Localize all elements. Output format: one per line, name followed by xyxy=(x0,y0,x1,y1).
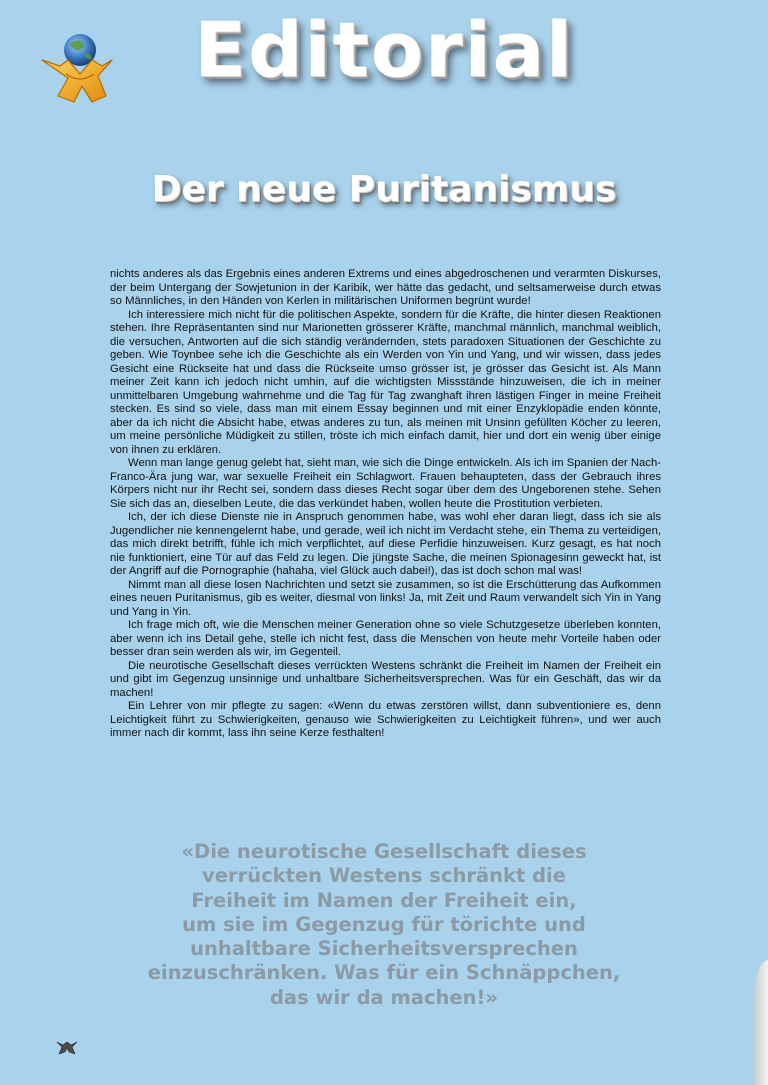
article-paragraph: Ich interessiere mich nicht für die politischen Aspekte, sondern für die Kräfte, die hinter diesen Reaktionen stehen. Ihre Repräsentanten sind nur Marionetten grösserer Kräfte, manchmal männlich, manchmal weiblich, die versuchen, Antworten auf die sich ständig verändernden, stets paradoxen Situationen der Geschichte zu geben. Wie Toynbee sehe ich die Geschichte als ein Werden von Yin und Yang, und wir wissen, dass jedes Gesicht eine Rückseite hat und dass die Rückseite umso grösser ist, je grösser das Gesicht ist. Als Mann meiner Zeit kann ich jedoch nicht umhin, auf die wichtigsten Missstände hinzuweisen, die ich in meiner unmittelbaren Umgebung wahrnehme und die Tag für Tag zwanghaft ihren lästigen Finger in meine Freiheit stecken. Es sind so viele, dass man mit einem Essay beginnen und mit einer Enzyklopädie enden könnte, aber da ich nicht die Absicht habe, etwas anderes zu tun, als meinen mit Unsinn gefüllten Köcher zu leeren, um meine persönliche Müdigkeit zu stillen, tröste ich mich einfach damit, hier und dort ein wenig über einige von ihnen zu erklären. xyxy=(110,308,661,456)
pull-quote-line: um sie im Gegenzug für törichte und xyxy=(182,912,586,936)
article-paragraph: Die neurotische Gesellschaft dieses verrückten Westens schränkt die Freiheit im Namen der Freiheit ein und gibt im Gegenzug unsinnige und unhaltbare Sicherheitsversprechen. Was für ein Geschäft, das wir da machen! xyxy=(110,659,661,699)
pull-quote-line: verrückten Westens schränkt die xyxy=(202,864,566,888)
article-paragraph: nichts anderes als das Ergebnis eines anderen Extrems und eines abgedroschenen und verarmten Diskurses, der beim Untergang der Sowjetunion in der Karibik, wer hätte das gedacht, und seltsamerweise durch etwas so Männliches, in den Händen von Kerlen in militärischen Uniformen begrünt wurde! xyxy=(110,268,661,307)
small-figure-mark-icon xyxy=(56,1038,78,1056)
pull-quote-line: Freiheit im Namen der Freiheit ein, xyxy=(191,888,577,912)
article-headline: Der neue Puritanismus xyxy=(151,169,617,210)
pull-quote xyxy=(120,840,648,1010)
pull-quote-line: einzuschränken. Was für ein Schnäppchen, xyxy=(147,961,621,985)
article-paragraph: Ein Lehrer von mir pflegte zu sagen: «Wenn du etwas zerstören willst, dann subventioniere es, denn Leichtigkeit führt zu Schwierigkeiten, genauso wie Schwierigkeiten zu Leichtigkeit führen», und wer auch immer nach dir kommt, lass ihn seine Kerze festhalten! xyxy=(110,700,661,739)
pull-quote-line: das wir da machen!» xyxy=(269,985,499,1009)
article-paragraph: Ich frage mich oft, wie die Menschen meiner Generation ohne so viele Schutzgesetze überleben konnten, aber wenn ich ins Detail gehe, stelle ich nicht fest, dass die Menschen von heute mehr Vorteile haben oder besser dran sein werden als wir, im Gegenteil. xyxy=(110,619,661,658)
article-paragraph: Nimmt man all diese losen Nachrichten und setzt sie zusammen, so ist die Erschütterung das Aufkommen eines neuen Puritanismus, gib es weiter, diesmal von links! Ja, mit Zeit und Raum verwandelt sich Yin in Yang und Yang in Yin. xyxy=(110,578,661,618)
pull-quote-line: «Die neurotische Gesellschaft dieses xyxy=(181,840,587,863)
pull-quote-line: unhaltbare Sicherheitsversprechen xyxy=(190,937,578,961)
article-body xyxy=(110,268,661,741)
masthead-title: Editorial xyxy=(194,5,574,94)
page-curl-decoration xyxy=(754,960,768,1085)
article-paragraph: Wenn man lange genug gelebt hat, sieht man, wie sich die Dinge entwickeln. Als ich im Spanien der Nach-Franco-Ära jung war, war sexuelle Freiheit ein Schlagwort. Frauen behaupteten, dass der Gebrauch ihres Körpers nicht nur ihr Recht sei, sondern dass dieses Recht sogar über dem des Ungeborenen stehe. Sehen Sie sich das an, dieselben Leute, die das verkündet haben, wollen heute die Prostitution verbieten. xyxy=(110,457,661,510)
article-paragraph: Ich, der ich diese Dienste nie in Anspruch genommen habe, was wohl eher daran liegt, dass ich sie als Jugendlicher nie kennengelernt habe, und gerade, weil ich nicht im Verdacht stehe, ein Thema zu verteidigen, das mich direkt betrifft, fühle ich mich verpflichtet, auf diese Perfidie hinzuweisen. Kurz gesagt, es hat noch nie funktioniert, eine Tür auf das Feld zu legen. Die jüngste Sache, die meinen Spionagesinn geweckt hat, ist der Angriff auf die Pornographie (hahaha, viel Glück auch dabei!), das ist doch schon mal was! xyxy=(110,511,661,577)
